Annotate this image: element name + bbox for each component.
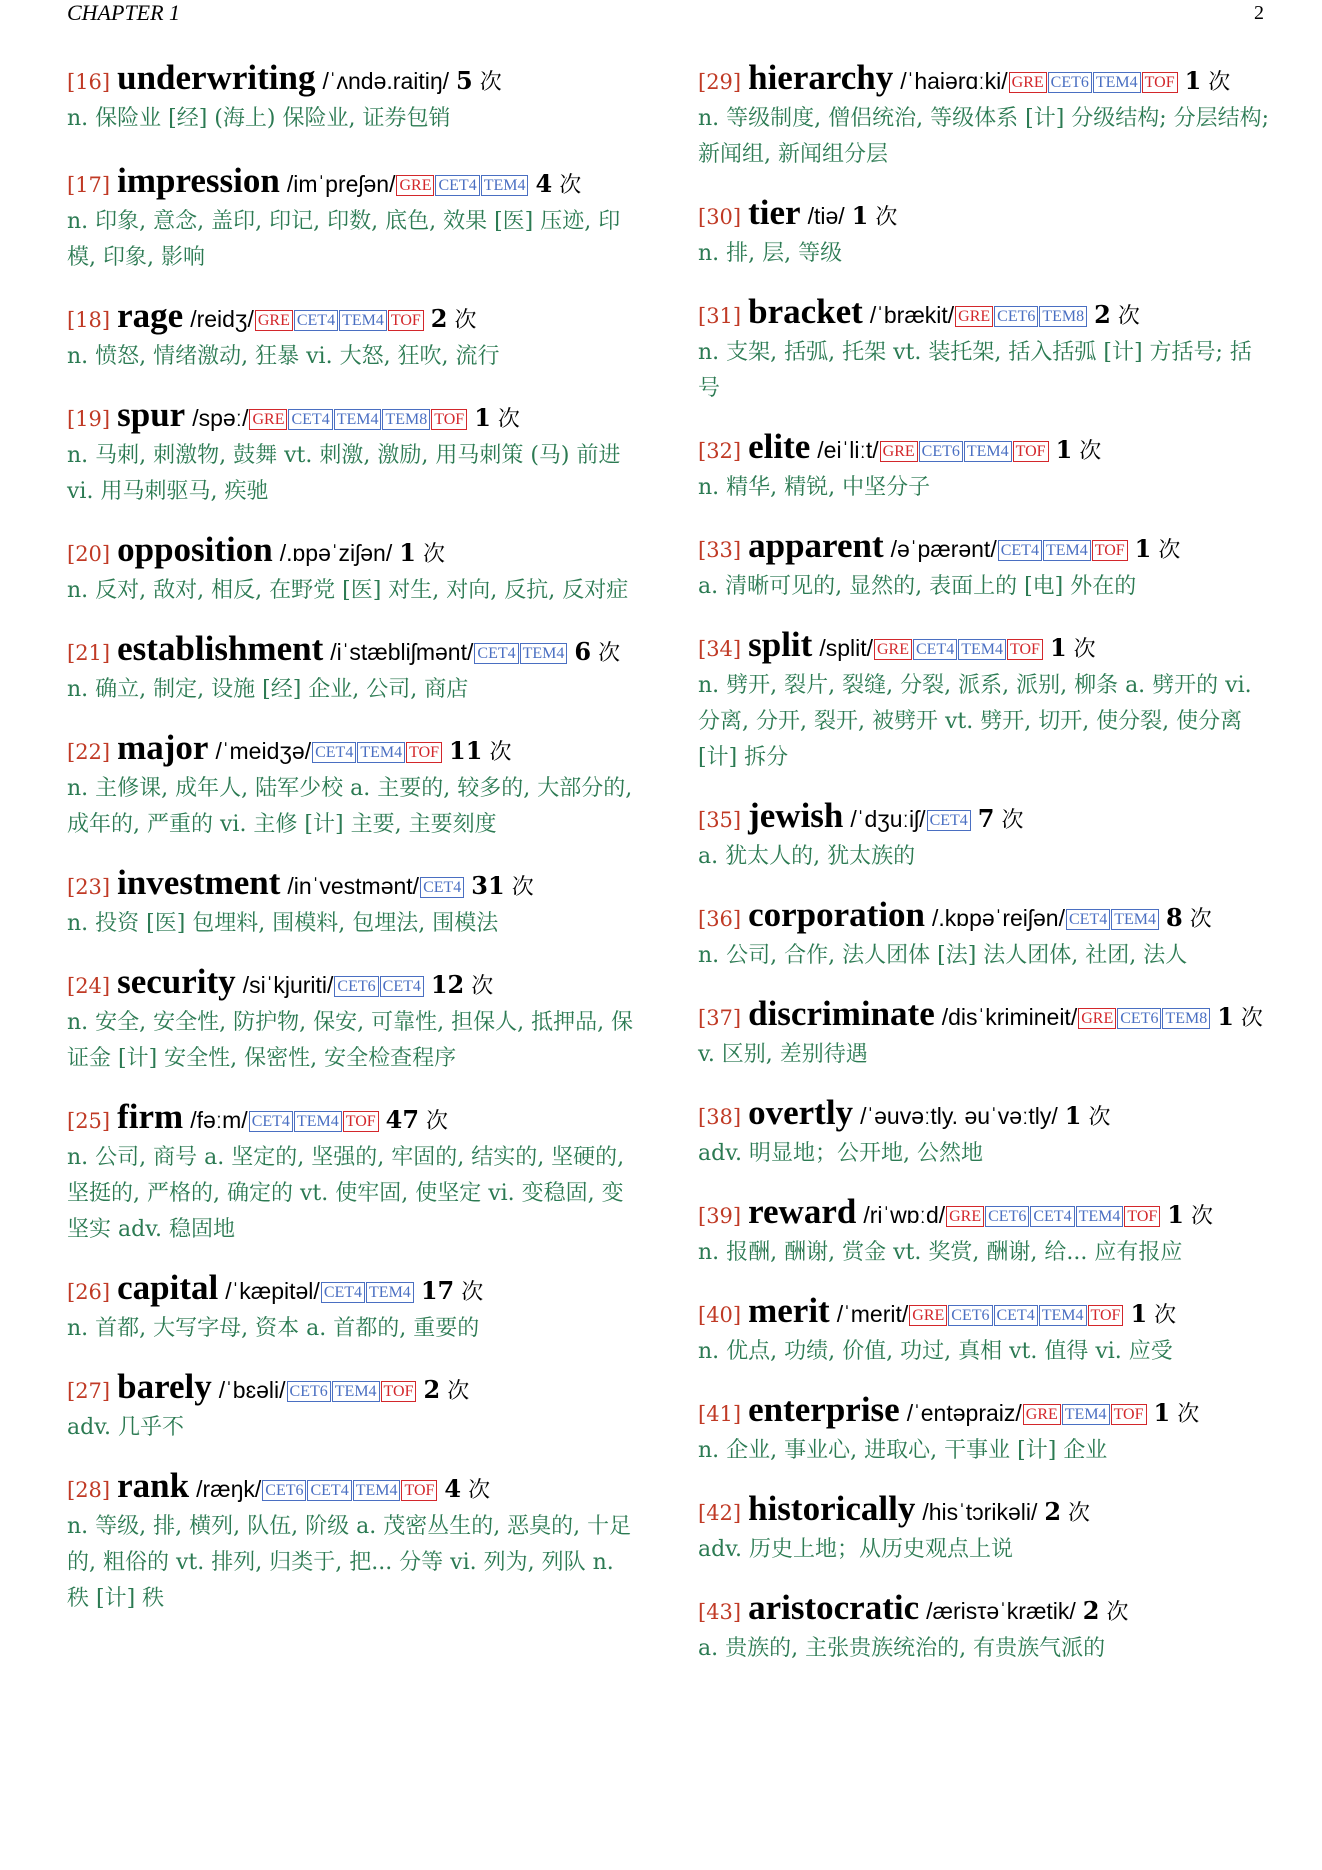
occurrence-count: 1 <box>1055 435 1073 464</box>
count-unit: 次 <box>1079 439 1102 464</box>
count-unit: 次 <box>559 173 582 198</box>
entry-headline <box>698 1590 1270 1631</box>
headword: hierarchy <box>748 58 894 97</box>
count-unit: 次 <box>454 308 477 333</box>
pronunciation: /inˈvestmənt/ <box>287 873 420 899</box>
entry-headline <box>67 1270 639 1311</box>
exam-tag-badge: GRE <box>946 1206 984 1227</box>
pronunciation: /imˈpreʃən/ <box>286 171 396 197</box>
entry-headline <box>698 798 1270 839</box>
exam-tag-badge: CET4 <box>312 742 356 763</box>
count-unit: 次 <box>461 1280 484 1305</box>
entry-number: [37] <box>698 1006 742 1030</box>
exam-tag-badge: TEM4 <box>339 310 387 331</box>
exam-tag-badge: CET6 <box>1117 1008 1161 1029</box>
exam-tag-badge: CET6 <box>334 976 378 997</box>
headword: overtly <box>748 1093 854 1132</box>
headword: rank <box>117 1466 190 1505</box>
occurrence-count: 4 <box>535 169 553 198</box>
entry-headline <box>698 294 1270 335</box>
headword: aristocratic <box>748 1588 920 1627</box>
pronunciation: /.kɒpəˈreiʃən/ <box>932 905 1065 931</box>
exam-tag-badge: GRE <box>249 409 287 430</box>
definition: a. 贵族的, 主张贵族统治的, 有贵族气派的 <box>698 1636 1106 1661</box>
pronunciation: /ærisτəˈkrætik/ <box>926 1598 1076 1624</box>
definition: adv. 明显地；公开地, 公然地 <box>698 1141 983 1166</box>
occurrence-count: 11 <box>449 736 483 765</box>
count-unit: 次 <box>1088 1105 1111 1130</box>
pronunciation: /eiˈliːt/ <box>817 437 879 463</box>
headword: firm <box>117 1097 184 1136</box>
exam-tag-badge: GRE <box>874 639 912 660</box>
dictionary-entry <box>67 865 639 942</box>
exam-tag-badge: TEM4 <box>964 441 1012 462</box>
dictionary-entry <box>698 294 1270 407</box>
exam-tag-badge: CET6 <box>919 441 963 462</box>
definition: n. 马刺, 刺激物, 鼓舞 vt. 刺激, 激励, 用马刺策 (马) 前进 vi. 用马刺驱马, 疾驰 <box>67 443 621 504</box>
headword: security <box>117 962 236 1001</box>
pronunciation: /ˈbrækit/ <box>869 302 955 328</box>
headword: corporation <box>748 895 926 934</box>
exam-tag-badge: CET4 <box>294 310 338 331</box>
count-unit: 次 <box>1106 1600 1129 1625</box>
pronunciation: /.ɒpəˈziʃən/ <box>279 540 393 566</box>
exam-tag-badge: TOF <box>401 1480 437 1501</box>
dictionary-entry <box>698 195 1270 272</box>
entry-number: [33] <box>698 538 742 562</box>
pronunciation: /split/ <box>819 635 873 661</box>
definition: a. 犹太人的, 犹太族的 <box>698 844 916 869</box>
entry-headline <box>67 1099 639 1140</box>
entry-number: [34] <box>698 637 742 661</box>
entry-number: [24] <box>67 974 111 998</box>
entry-number: [31] <box>698 304 742 328</box>
headword: discriminate <box>748 994 935 1033</box>
pronunciation: /fəːm/ <box>190 1107 248 1133</box>
definition: a. 清晰可见的, 显然的, 表面上的 [电] 外在的 <box>698 574 1137 599</box>
right-column <box>698 60 1270 1667</box>
entry-headline <box>698 1392 1270 1433</box>
exam-tag-badge: CET4 <box>913 639 957 660</box>
pronunciation: /ˈbɛəli/ <box>218 1377 286 1403</box>
pronunciation: /ræŋk/ <box>196 1476 262 1502</box>
headword: major <box>117 728 209 767</box>
pronunciation: /ˈkæpitəl/ <box>225 1278 320 1304</box>
entry-number: [22] <box>67 740 111 764</box>
occurrence-count: 1 <box>1130 1299 1148 1328</box>
definition: n. 主修课, 成年人, 陆军少校 a. 主要的, 较多的, 大部分的, 成年的, 严重的 vi. 主修 [计] 主要, 主要刻度 <box>67 776 633 837</box>
occurrence-count: 1 <box>1217 1002 1234 1031</box>
occurrence-count: 12 <box>430 970 465 999</box>
dictionary-entry <box>698 528 1270 605</box>
count-unit: 次 <box>479 70 502 95</box>
headword: barely <box>117 1367 212 1406</box>
dictionary-entry <box>67 163 639 276</box>
entry-headline <box>698 60 1270 101</box>
headword: impression <box>117 161 280 200</box>
occurrence-count: 7 <box>977 804 995 833</box>
dictionary-entry <box>67 1099 639 1248</box>
entry-number: [21] <box>67 641 111 665</box>
exam-tag-badge: TOF <box>1092 540 1128 561</box>
headword: merit <box>748 1291 830 1330</box>
count-unit: 次 <box>1190 1204 1213 1229</box>
count-unit: 次 <box>426 1109 449 1134</box>
dictionary-entry <box>67 964 639 1077</box>
count-unit: 次 <box>1177 1402 1200 1427</box>
dictionary-entry <box>698 1491 1270 1568</box>
dictionary-entry <box>698 1194 1270 1271</box>
count-unit: 次 <box>1208 70 1231 95</box>
dictionary-entry <box>698 1293 1270 1370</box>
entry-number: [28] <box>67 1478 111 1502</box>
exam-tag-badge: TOF <box>388 310 424 331</box>
entry-headline <box>698 429 1270 470</box>
entry-number: [20] <box>67 542 111 566</box>
exam-tag-badge: TEM8 <box>1039 306 1087 327</box>
count-unit: 次 <box>497 407 520 432</box>
dictionary-entry <box>698 1392 1270 1469</box>
entry-number: [27] <box>67 1379 111 1403</box>
exam-tag-badge: TEM4 <box>1076 1206 1124 1227</box>
definition: n. 首都, 大写字母, 资本 a. 首都的, 重要的 <box>67 1316 480 1341</box>
headword: tier <box>748 193 801 232</box>
pronunciation: /ˈentəpraiz/ <box>906 1400 1022 1426</box>
exam-tag-badge: CET6 <box>994 306 1038 327</box>
headword: historically <box>748 1489 916 1528</box>
count-unit: 次 <box>422 542 445 567</box>
exam-tag-badge: CET4 <box>994 1305 1038 1326</box>
exam-tag-badge: TEM4 <box>520 643 568 664</box>
exam-tag-badge: CET6 <box>948 1305 992 1326</box>
entry-number: [18] <box>67 308 111 332</box>
definition: n. 愤怒, 情绪激动, 狂暴 vi. 大怒, 狂吹, 流行 <box>67 344 500 369</box>
exam-tag-badge: TEM4 <box>353 1480 401 1501</box>
headword: jewish <box>748 796 844 835</box>
definition: adv. 历史上地；从历史观点上说 <box>698 1537 1014 1562</box>
exam-tag-badge: CET6 <box>1048 72 1092 93</box>
headword: underwriting <box>117 58 316 97</box>
exam-tag-badge: GRE <box>255 310 293 331</box>
entry-headline <box>67 163 639 204</box>
occurrence-count: 2 <box>1094 300 1111 329</box>
page-number: 2 <box>1254 2 1264 24</box>
headword: establishment <box>117 629 324 668</box>
entry-number: [17] <box>67 173 111 197</box>
exam-tag-badge: GRE <box>880 441 918 462</box>
dictionary-entry <box>698 798 1270 875</box>
pronunciation: /ˈhaiərɑːki/ <box>900 68 1008 94</box>
count-unit: 次 <box>471 974 494 999</box>
definition: n. 保险业 [经] (海上) 保险业, 证券包销 <box>67 106 451 131</box>
headword: bracket <box>748 292 863 331</box>
entry-headline <box>67 730 639 771</box>
headword: spur <box>117 395 186 434</box>
count-unit: 次 <box>1158 538 1181 563</box>
entry-headline <box>67 1369 639 1410</box>
entry-headline <box>698 996 1270 1037</box>
exam-tag-badge: GRE <box>1078 1008 1116 1029</box>
occurrence-count: 1 <box>1167 1200 1184 1229</box>
occurrence-count: 1 <box>851 201 869 230</box>
count-unit: 次 <box>511 875 534 900</box>
occurrence-count: 1 <box>1184 66 1202 95</box>
occurrence-count: 31 <box>471 871 505 900</box>
definition: n. 反对, 敌对, 相反, 在野党 [医] 对生, 对向, 反抗, 反对症 <box>67 578 629 603</box>
pronunciation: /əˈpærənt/ <box>890 536 997 562</box>
pronunciation: /disˈkrimineit/ <box>941 1004 1078 1030</box>
count-unit: 次 <box>1240 1006 1263 1031</box>
exam-tag-badge: TOF <box>1013 441 1049 462</box>
headword: investment <box>117 863 281 902</box>
occurrence-count: 2 <box>1044 1497 1062 1526</box>
exam-tag-badge: CET4 <box>420 877 464 898</box>
occurrence-count: 5 <box>456 66 473 95</box>
entry-number: [26] <box>67 1280 111 1304</box>
pronunciation: /ˈmerit/ <box>836 1301 909 1327</box>
occurrence-count: 1 <box>474 403 491 432</box>
entry-headline <box>67 397 639 438</box>
exam-tag-badge: CET4 <box>380 976 424 997</box>
dictionary-entry <box>67 397 639 510</box>
exam-tag-badge: TOF <box>1007 639 1043 660</box>
exam-tag-badge: TEM4 <box>481 175 529 196</box>
definition: n. 投资 [医] 包埋料, 围模料, 包埋法, 围模法 <box>67 911 499 936</box>
exam-tag-badge: TEM8 <box>382 409 430 430</box>
entry-number: [42] <box>698 1501 742 1525</box>
dictionary-entry <box>67 1270 639 1347</box>
occurrence-count: 17 <box>420 1276 455 1305</box>
left-column <box>67 60 639 1617</box>
entry-headline <box>67 631 639 672</box>
entry-number: [16] <box>67 70 111 94</box>
exam-tag-badge: TEM4 <box>332 1381 380 1402</box>
entry-headline <box>67 964 639 1005</box>
count-unit: 次 <box>447 1379 470 1404</box>
dictionary-entry <box>698 60 1270 173</box>
exam-tag-badge: CET4 <box>1066 909 1110 930</box>
dictionary-entry <box>698 996 1270 1073</box>
exam-tag-badge: GRE <box>1009 72 1047 93</box>
entry-headline <box>698 897 1270 938</box>
entry-headline <box>698 627 1270 668</box>
exam-tag-badge: TOF <box>381 1381 417 1402</box>
definition: n. 等级, 排, 横列, 队伍, 阶级 a. 茂密丛生的, 恶臭的, 十足的, 粗俗的 vt. 排列, 归类于, 把... 分等 vi. 列为, 列队 n. 秩 [计] 秩 <box>67 1514 632 1611</box>
entry-headline <box>698 1293 1270 1334</box>
pronunciation: /hisˈtɔrikəli/ <box>922 1499 1038 1525</box>
entry-headline <box>698 1095 1270 1136</box>
dictionary-entry <box>67 298 639 375</box>
entry-headline <box>67 532 639 573</box>
dictionary-entry <box>67 60 639 137</box>
count-unit: 次 <box>489 740 512 765</box>
chapter-title: CHAPTER 1 <box>67 0 181 25</box>
exam-tag-badge: GRE <box>396 175 434 196</box>
dictionary-entry <box>67 631 639 708</box>
definition: n. 劈开, 裂片, 裂缝, 分裂, 派系, 派别, 柳条 a. 劈开的 vi. 分离, 分开, 裂开, 被劈开 vt. 劈开, 切开, 使分裂, 使分离 [计] 拆分 <box>698 673 1252 770</box>
occurrence-count: 1 <box>1134 534 1152 563</box>
exam-tag-badge: TOF <box>1124 1206 1160 1227</box>
exam-tag-badge: CET4 <box>1030 1206 1074 1227</box>
dictionary-entry <box>698 627 1270 776</box>
pronunciation: /spəː/ <box>192 405 249 431</box>
pronunciation: /ˈdʒuːiʃ/ <box>850 806 926 832</box>
occurrence-count: 2 <box>1082 1596 1100 1625</box>
entry-number: [25] <box>67 1109 111 1133</box>
exam-tag-badge: TEM4 <box>357 742 405 763</box>
pronunciation: /ˈəuvəːtly. əuˈvəːtly/ <box>860 1103 1058 1129</box>
pronunciation: /siˈkjuriti/ <box>242 972 334 998</box>
headword: opposition <box>117 530 273 569</box>
entry-headline <box>698 1491 1270 1532</box>
exam-tag-badge: TEM4 <box>1062 1404 1110 1425</box>
exam-tag-badge: CET4 <box>288 409 332 430</box>
definition: adv. 几乎不 <box>67 1415 185 1440</box>
pronunciation: /tiə/ <box>807 203 845 229</box>
definition: n. 支架, 括弧, 托架 vt. 装托架, 括入括弧 [计] 方括号; 括号 <box>698 340 1252 401</box>
dictionary-entry <box>698 1590 1270 1667</box>
headword: rage <box>117 296 184 335</box>
pronunciation: /riˈwɒːd/ <box>863 1202 946 1228</box>
definition: n. 精华, 精锐, 中坚分子 <box>698 475 931 500</box>
headword: elite <box>748 427 811 466</box>
count-unit: 次 <box>875 205 898 230</box>
occurrence-count: 6 <box>574 637 592 666</box>
exam-tag-badge: CET4 <box>249 1111 293 1132</box>
dictionary-entry <box>67 730 639 843</box>
pronunciation: /ˈʌndə.raitiŋ/ <box>322 68 450 94</box>
exam-tag-badge: CET4 <box>307 1480 351 1501</box>
pronunciation: /iˈstæbliʃmənt/ <box>330 639 474 665</box>
entry-number: [36] <box>698 907 742 931</box>
definition: n. 报酬, 酬谢, 赏金 vt. 奖赏, 酬谢, 给... 应有报应 <box>698 1240 1183 1265</box>
exam-tag-badge: TEM4 <box>1039 1305 1087 1326</box>
exam-tag-badge: GRE <box>1023 1404 1061 1425</box>
entry-headline <box>67 60 639 101</box>
headword: apparent <box>748 526 884 565</box>
exam-tag-badge: CET4 <box>435 175 479 196</box>
definition: n. 公司, 商号 a. 坚定的, 坚强的, 牢固的, 结实的, 坚硬的, 坚挺的, 严格的, 确定的 vt. 使牢固, 使坚定 vi. 变稳固, 变坚实 adv. 稳固地 <box>67 1145 625 1242</box>
exam-tag-badge: TOF <box>1142 72 1178 93</box>
definition: n. 公司, 合作, 法人团体 [法] 法人团体, 社团, 法人 <box>698 943 1188 968</box>
exam-tag-badge: CET4 <box>927 810 971 831</box>
dictionary-entry <box>698 1095 1270 1172</box>
definition: n. 企业, 事业心, 进取心, 干事业 [计] 企业 <box>698 1438 1108 1463</box>
exam-tag-badge: TEM4 <box>294 1111 342 1132</box>
entry-number: [40] <box>698 1303 742 1327</box>
entry-headline <box>67 865 639 906</box>
count-unit: 次 <box>1073 637 1096 662</box>
entry-number: [41] <box>698 1402 742 1426</box>
occurrence-count: 1 <box>1049 633 1067 662</box>
count-unit: 次 <box>598 641 621 666</box>
entry-number: [30] <box>698 205 742 229</box>
exam-tag-badge: TOF <box>1111 1404 1147 1425</box>
pronunciation: /reidʒ/ <box>190 306 254 332</box>
definition: n. 确立, 制定, 设施 [经] 企业, 公司, 商店 <box>67 677 469 702</box>
exam-tag-badge: CET6 <box>985 1206 1029 1227</box>
count-unit: 次 <box>1154 1303 1177 1328</box>
dictionary-entry <box>67 1468 639 1617</box>
exam-tag-badge: TEM4 <box>1093 72 1141 93</box>
entry-number: [23] <box>67 875 111 899</box>
definition: n. 安全, 安全性, 防护物, 保安, 可靠性, 担保人, 抵押品, 保证金 [计] 安全性, 保密性, 安全检查程序 <box>67 1010 634 1071</box>
exam-tag-badge: TOF <box>1088 1305 1124 1326</box>
definition: n. 优点, 功绩, 价值, 功过, 真相 vt. 值得 vi. 应受 <box>698 1339 1173 1364</box>
dictionary-entry <box>698 897 1270 974</box>
exam-tag-badge: GRE <box>909 1305 947 1326</box>
exam-tag-badge: TEM4 <box>958 639 1006 660</box>
exam-tag-badge: TOF <box>406 742 442 763</box>
count-unit: 次 <box>1189 907 1212 932</box>
exam-tag-badge: TOF <box>343 1111 379 1132</box>
exam-tag-badge: CET4 <box>998 540 1042 561</box>
exam-tag-badge: GRE <box>955 306 993 327</box>
dictionary-entry <box>67 1369 639 1446</box>
exam-tag-badge: CET4 <box>321 1282 365 1303</box>
entry-number: [38] <box>698 1105 742 1129</box>
count-unit: 次 <box>1117 304 1140 329</box>
definition: n. 等级制度, 僧侣统治, 等级体系 [计] 分级结构; 分层结构; 新闻组, 新闻组分层 <box>698 106 1270 167</box>
entry-number: [43] <box>698 1600 742 1624</box>
entry-number: [35] <box>698 808 742 832</box>
occurrence-count: 47 <box>385 1105 420 1134</box>
dictionary-entry <box>67 532 639 609</box>
occurrence-count: 1 <box>1153 1398 1171 1427</box>
occurrence-count: 1 <box>1064 1101 1082 1130</box>
definition: v. 区别, 差别待遇 <box>698 1042 868 1067</box>
exam-tag-badge: CET4 <box>474 643 518 664</box>
occurrence-count: 4 <box>444 1474 462 1503</box>
dictionary-entry <box>698 429 1270 506</box>
occurrence-count: 1 <box>399 538 416 567</box>
occurrence-count: 8 <box>1166 903 1183 932</box>
exam-tag-badge: TEM4 <box>334 409 382 430</box>
exam-tag-badge: TEM8 <box>1162 1008 1210 1029</box>
count-unit: 次 <box>1068 1501 1091 1526</box>
definition: n. 排, 层, 等级 <box>698 241 843 266</box>
exam-tag-badge: TEM4 <box>1111 909 1159 930</box>
definition: n. 印象, 意念, 盖印, 印记, 印数, 底色, 效果 [医] 压迹, 印模, 印象, 影响 <box>67 209 621 270</box>
exam-tag-badge: TEM4 <box>1043 540 1091 561</box>
count-unit: 次 <box>468 1478 491 1503</box>
occurrence-count: 2 <box>423 1375 441 1404</box>
entry-number: [19] <box>67 407 111 431</box>
entry-headline <box>698 195 1270 236</box>
entry-headline <box>698 1194 1270 1235</box>
occurrence-count: 2 <box>430 304 448 333</box>
entry-headline <box>67 1468 639 1509</box>
headword: capital <box>117 1268 219 1307</box>
entry-headline <box>698 528 1270 569</box>
count-unit: 次 <box>1001 808 1024 833</box>
exam-tag-badge: TOF <box>431 409 467 430</box>
headword: split <box>748 625 813 664</box>
headword: reward <box>748 1192 857 1231</box>
entry-number: [32] <box>698 439 742 463</box>
headword: enterprise <box>748 1390 900 1429</box>
entry-number: [29] <box>698 70 742 94</box>
exam-tag-badge: CET6 <box>262 1480 306 1501</box>
entry-headline <box>67 298 639 339</box>
exam-tag-badge: CET6 <box>287 1381 331 1402</box>
exam-tag-badge: TEM4 <box>366 1282 414 1303</box>
pronunciation: /ˈmeidʒə/ <box>215 738 312 764</box>
entry-number: [39] <box>698 1204 742 1228</box>
